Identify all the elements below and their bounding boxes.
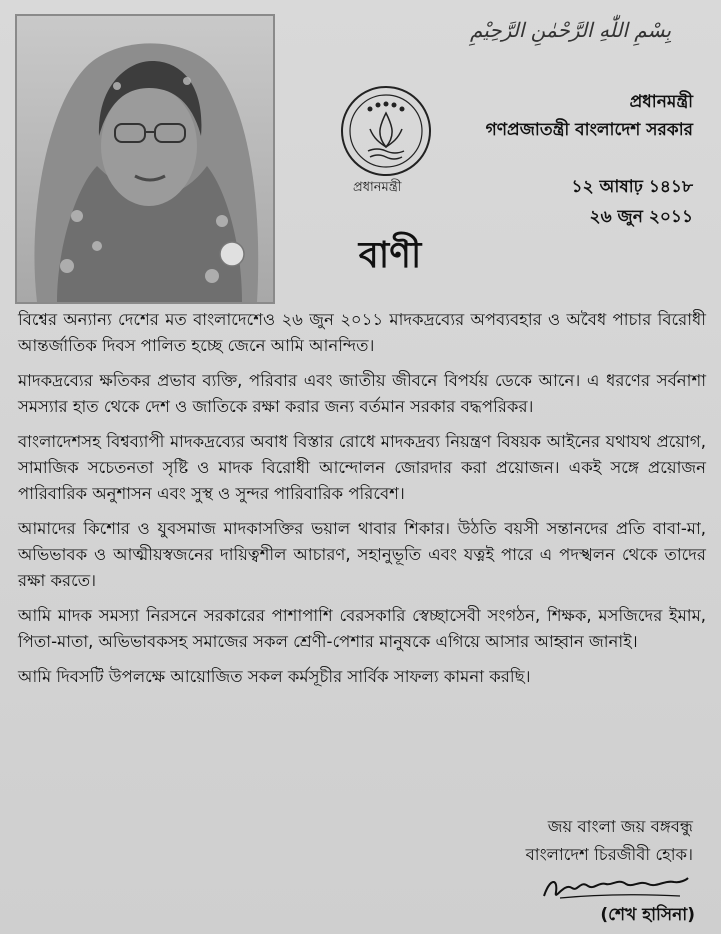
closing-line-2: বাংলাদেশ চিরজীবী হোক। <box>525 845 693 864</box>
closing-line-1: জয় বাংলা জয় বঙ্গবন্ধু <box>547 817 693 836</box>
government-seal-icon <box>340 85 432 177</box>
page-title: বাণী <box>358 234 422 276</box>
office-title: প্রধানমন্ত্রী <box>629 92 693 112</box>
message-body <box>18 307 706 699</box>
date-gregorian: ২৬ জুন ২০১১ <box>589 207 693 227</box>
seal-caption: প্রধানমন্ত্রী <box>353 180 402 195</box>
paragraph: আমাদের কিশোর ও যুবসমাজ মাদকাসক্তির ভয়াল থাবার শিকার। উঠতি বয়সী সন্তানদের প্রতি বাবা-মা, অভিভাবক ও আত্মীয়স্বজনের দায়িত্বশীল আচারণ, সহানুভূতি এবং যত্নই পারে এ পদস্খলন থেকে তাদের রক্ষা করতে। <box>18 519 706 590</box>
government-name: গণপ্রজাতন্ত্রী বাংলাদেশ সরকার <box>485 120 693 140</box>
portrait-photo <box>15 14 275 304</box>
signature-icon <box>540 872 690 906</box>
signer-name: (শেখ হাসিনা) <box>600 905 695 925</box>
paragraph: বাংলাদেশসহ বিশ্বব্যাপী মাদকদ্রব্যের অবাধ বিস্তার রোধে মাদকদ্রব্য নিয়ন্ত্রণ বিষয়ক আইনের যথাযথ প্রয়োগ, সামাজিক সচেতনতা সৃষ্টি ও মাদক বিরোধী আন্দোলন জোরদার করা প্রয়োজন। একই সঙ্গে প্রয়োজন পারিবারিক অনুশাসন এবং সুস্থ ও সুন্দর পারিবারিক পরিবেশ। <box>18 432 706 503</box>
date-block <box>572 172 693 232</box>
paragraph: আমি মাদক সমস্যা নিরসনে সরকারের পাশাপাশি বেরসকারি স্বেচ্ছাসেবী সংগঠন, শিক্ষক, মসজিদের ইমাম, পিতা-মাতা, অভিভাবকসহ সমাজের সকল শ্রেণী-পেশার মানুষকে এগিয়ে আসার আহ্বান জানাই। <box>18 606 706 651</box>
paragraph: মাদকদ্রব্যের ক্ষতিকর প্রভাব ব্যক্তি, পরিবার এবং জাতীয় জীবনে বিপর্যয় ডেকে আনে। এ ধরণের সর্বনাশা সমস্যার হাত থেকে দেশ ও জাতিকে রক্ষা করার জন্য বর্তমান সরকার বদ্ধপরিকর। <box>18 371 706 416</box>
paragraph: বিশ্বের অন্যান্য দেশের মত বাংলাদেশেও ২৬ জুন ২০১১ মাদকদ্রব্যের অপব্যবহার ও অবৈধ পাচার বিরোধী আন্তর্জাতিক দিবস পালিত হচ্ছে জেনে আমি আনন্দিত। <box>18 310 706 355</box>
paragraph: আমি দিবসটি উপলক্ষে আয়োজিত সকল কর্মসূচীর সার্বিক সাফল্য কামনা করছি। <box>18 667 531 686</box>
office-block <box>486 88 693 144</box>
bismillah-calligraphy: بِسْمِ اللّٰهِ الرَّحْمٰنِ الرَّحِيْمِ <box>470 18 672 42</box>
closing-block <box>526 813 693 869</box>
date-bangla: ১২ আষাঢ় ১৪১৮ <box>571 177 693 197</box>
